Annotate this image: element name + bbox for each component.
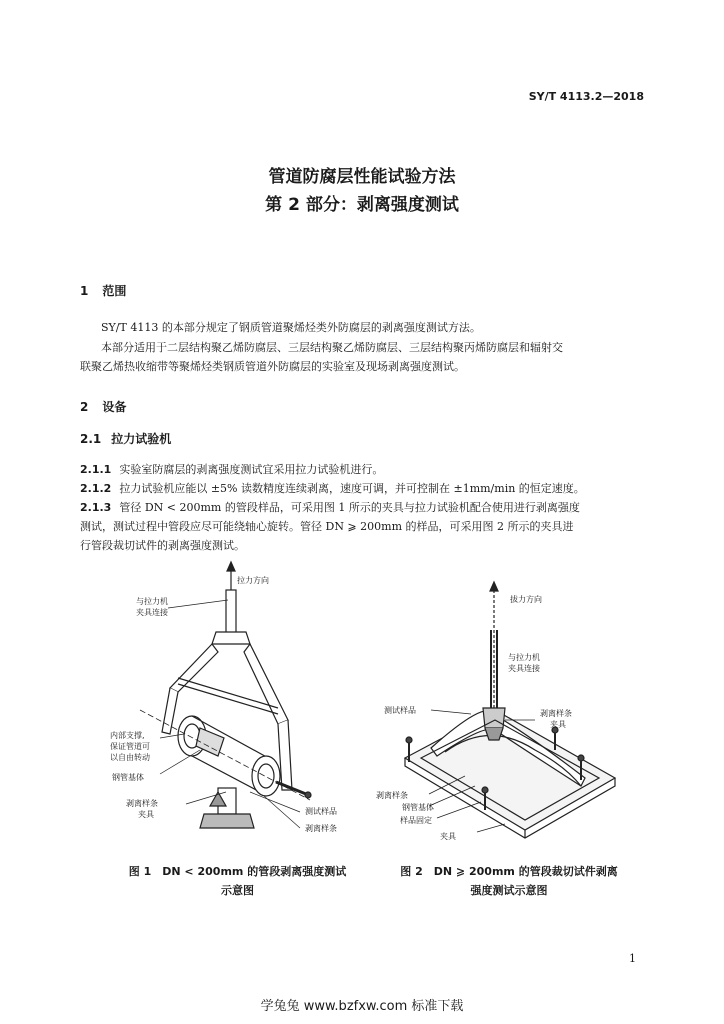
fig2-label-steel: 钢管基体 [402,803,434,812]
section-2-heading [80,398,126,415]
fig1-label-clamp: 剥离样条 夹具 [126,799,158,819]
paragraph: 行管段裁切试件的剥离强度测试。 [80,539,245,552]
fig1-label-pull: 拉力方向 [237,576,269,585]
document-title: 管道防腐层性能试验方法 [268,167,456,187]
subsection-2-1-heading [80,430,171,447]
section-title: 拉力试验机 [111,432,172,446]
paragraph: 本部分适用于二层结构聚乙烯防腐层、三层结构聚乙烯防腐层、三层结构聚丙烯防腐层和辐射交 [101,341,563,354]
fig2-label-jig: 夹具 [440,832,456,841]
fig1-label-inner: 内部支撑, 保证管道可 以自由转动 [110,731,150,762]
page-number: 1 [629,952,636,965]
section-1-heading [80,282,126,299]
clause-2-1-2 [80,479,585,498]
fig1-label-conn: 与拉力机 夹具连接 [136,597,168,617]
section-number: 2 [80,400,89,414]
fig2-label-pull: 拔力方向 [510,595,542,604]
document-subtitle: 第 2 部分：剥离强度测试 [265,195,459,215]
fig1-label-sample: 测试样品 [305,807,337,816]
section-number: 2.1 [80,432,102,446]
clause-number: 2.1.1 [80,463,112,476]
footer-watermark: 学兔兔 www.bzfxw.com 标准下载 [260,999,464,1014]
fig1-label-steel: 钢管基体 [112,773,144,782]
clause-2-1-3 [80,498,580,517]
fig2-label-clamp: 剥离样条 夹具 [540,709,572,729]
section-number: 1 [80,284,89,298]
figure-1-caption: 图 1 DN < 200mm 的管段剥离强度测试 示意图 [128,865,347,897]
standard-number: SY/T 4113.2—2018 [528,90,644,103]
clause-number: 2.1.3 [80,501,112,514]
pull-arrow-head [227,562,235,571]
paragraph: 测试，测试过程中管段应尽可能绕轴心旋转。管径 DN ⩾ 200mm 的样品，可采用图 2 所示的夹具进 [80,520,574,533]
clause-text: 拉力试验机应能以 ±5% 读数精度连续剥离，速度可调，并可控制在 ±1mm/min 的恒定速度。 [119,482,585,495]
section-title: 设备 [102,400,127,414]
fig2-label-conn: 与拉力机 夹具连接 [508,653,540,673]
paragraph: SY/T 4113 的本部分规定了钢质管道聚烯烃类外防腐层的剥离强度测试方法。 [101,321,481,334]
clause-text: 实验室防腐层的剥离强度测试宜采用拉力试验机进行。 [119,463,384,476]
fig1-label-strip: 剥离样条 [305,824,337,833]
paragraph: 联聚乙烯热收缩带等聚烯烃类钢质管道外防腐层的实验室及现场剥离强度测试。 [80,360,465,373]
fig2-label-fix: 样品固定 [400,816,432,825]
fig2-label-strip: 剥离样条 [376,791,408,800]
fig2-label-sample: 测试样品 [384,706,416,715]
clause-2-1-1 [80,460,383,479]
clause-text: 管径 DN < 200mm 的管段样品，可采用图 1 所示的夹具与拉力试验机配合使用进行剥离强度 [119,501,580,514]
figure-2-caption: 图 2 DN ⩾ 200mm 的管段裁切试件剥离 强度测试示意图 [400,865,618,897]
clause-number: 2.1.2 [80,482,112,495]
section-title: 范围 [102,284,127,298]
